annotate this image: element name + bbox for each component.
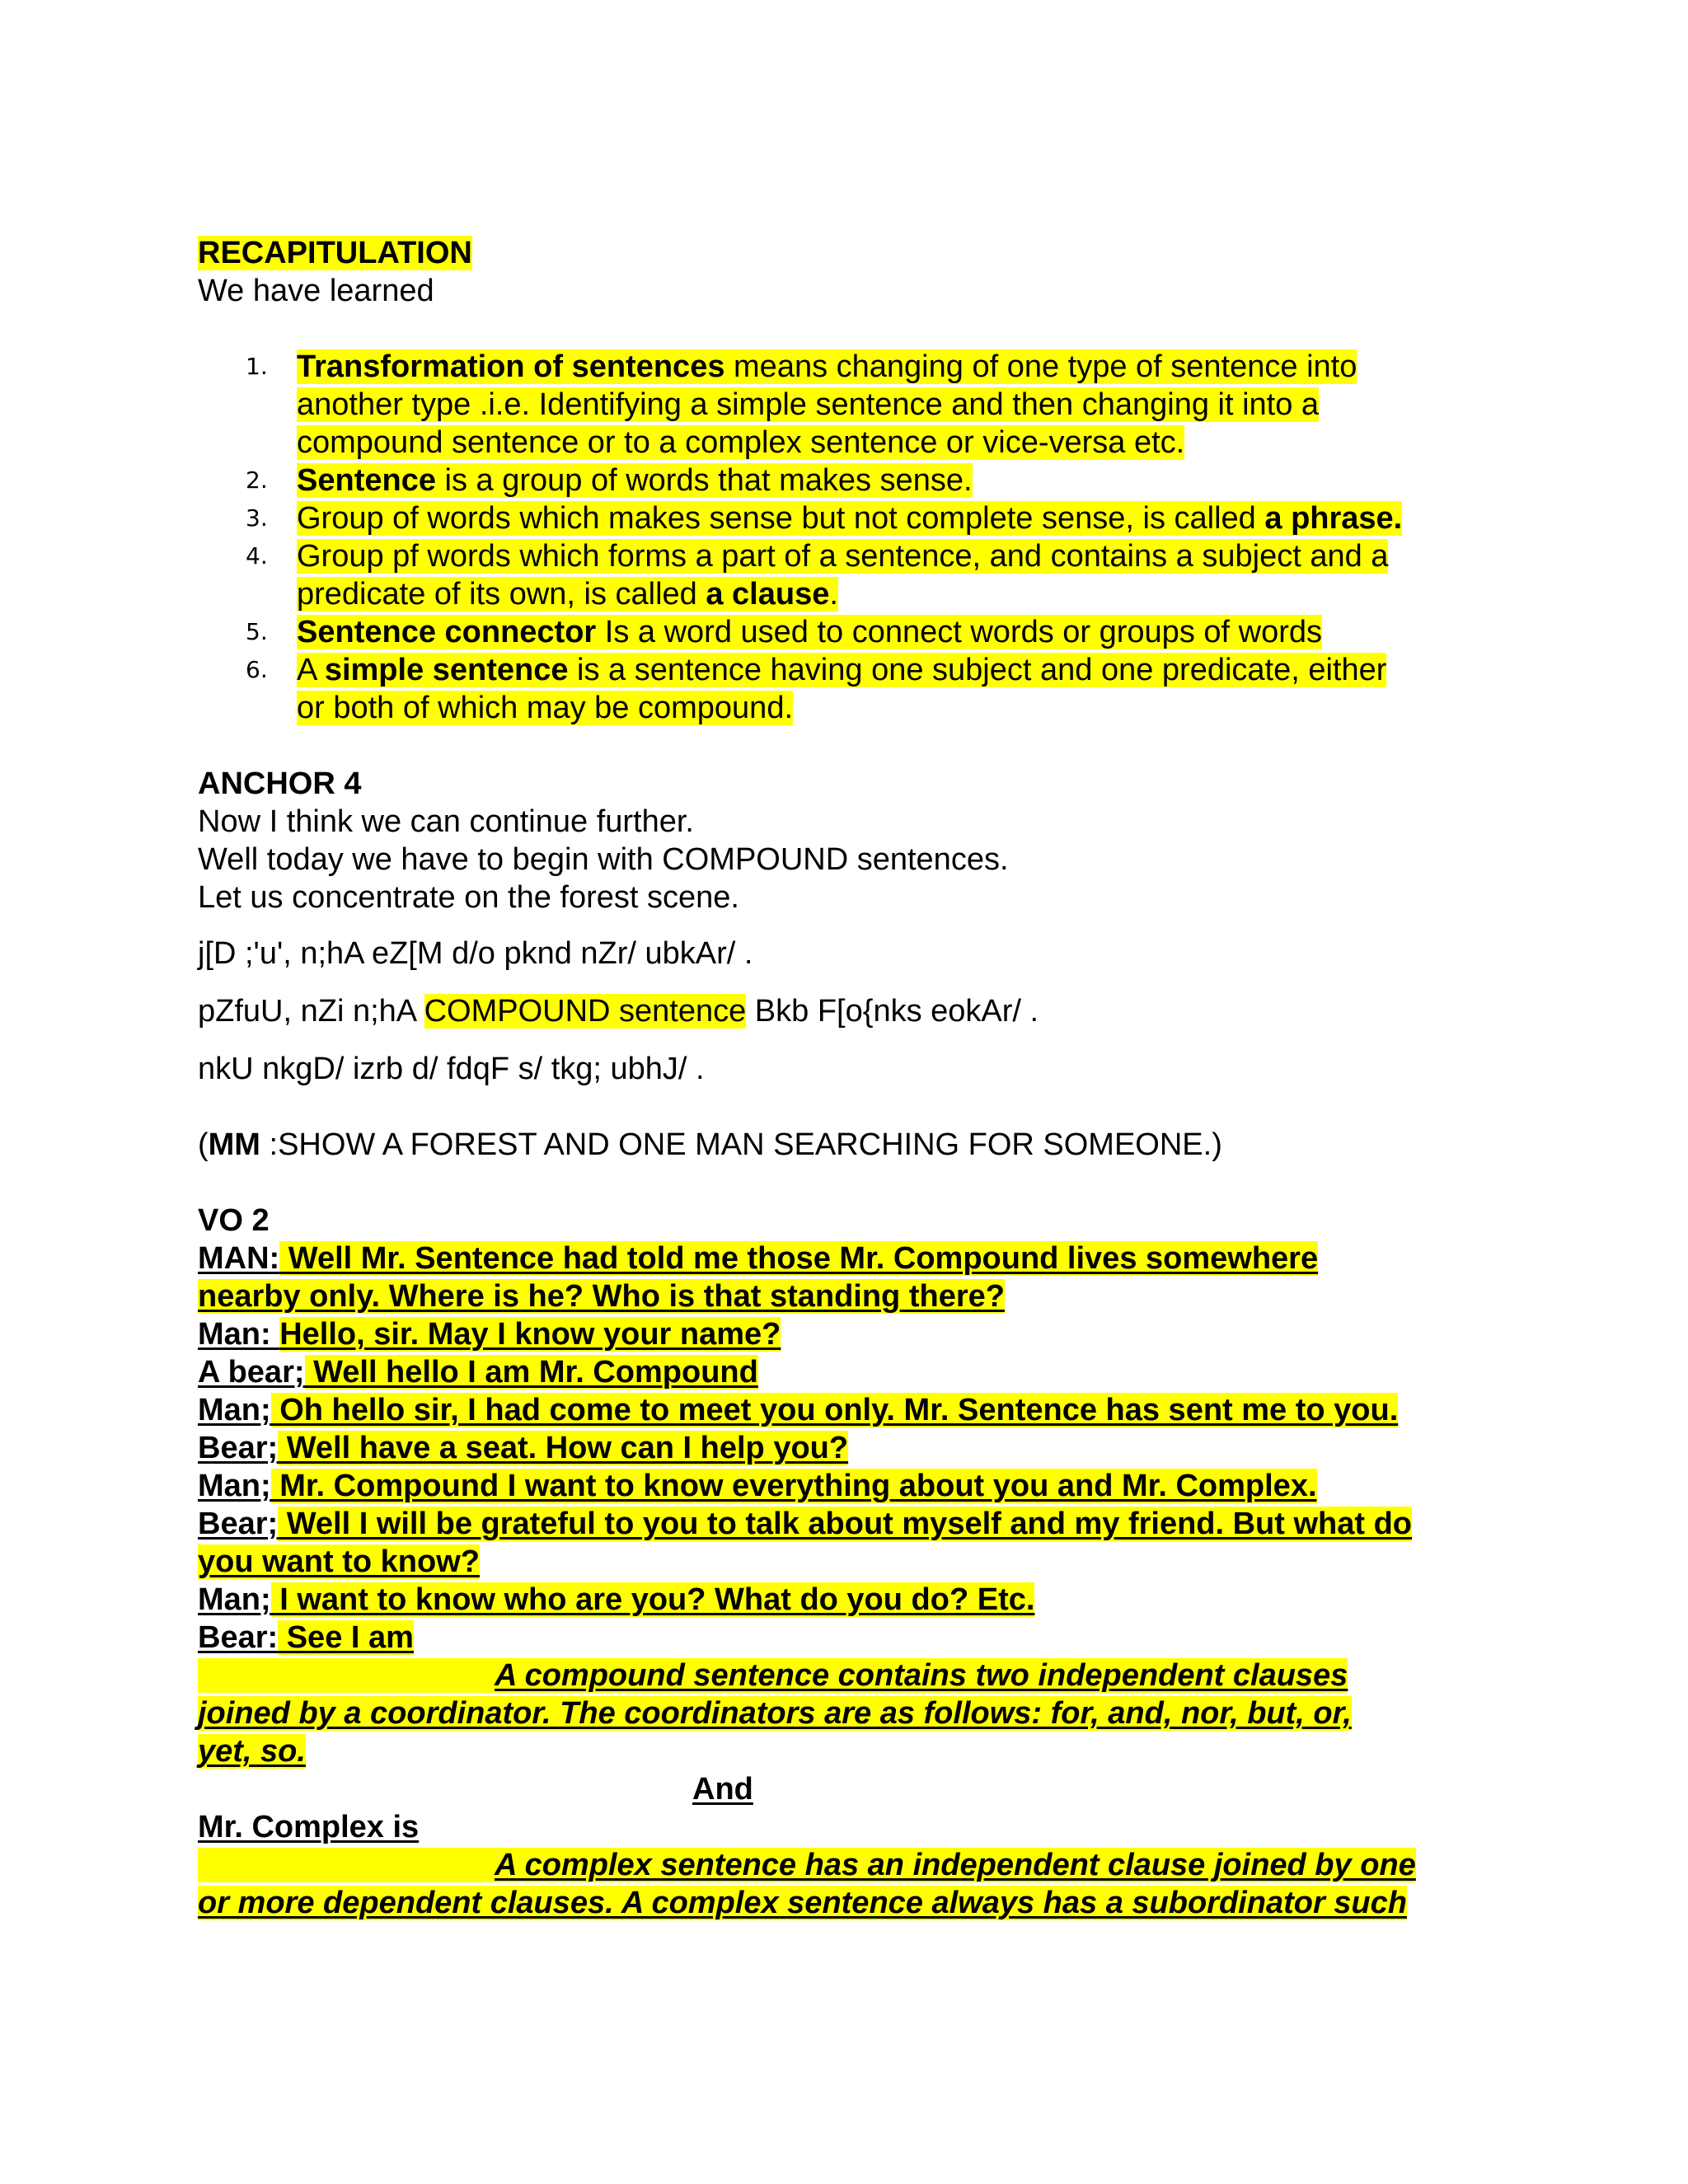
gurmukhi-line-3: nkU nkgD/ izrb d/ fdqF s/ tkg; ubhJ/ . xyxy=(198,1052,705,1086)
recap-item-2: 2. Sentence is a group of words that makes sense. xyxy=(246,463,973,498)
dialog-line: Man: Hello, sir. May I know your name? xyxy=(198,1317,781,1352)
anchor-heading: ANCHOR 4 xyxy=(198,766,362,801)
dialog-line: Man; Oh hello sir, I had come to meet you only. Mr. Sentence has sent me to you. xyxy=(198,1393,1399,1427)
dialog-line: Bear; Well I will be grateful to you to talk about myself and my friend. But what do xyxy=(198,1507,1413,1541)
recap-item-3: 3. Group of words which makes sense but not complete sense, is called a phrase. xyxy=(246,501,1403,536)
recap-item-4: 4. Group pf words which forms a part of a sentence, and contains a subject and a predicate of its own, is called a clause. xyxy=(246,539,1389,612)
gurmukhi-line-1: j[D ;'u', n;hA eZ[M d/o pknd nZr/ ubkAr/ . xyxy=(198,936,753,971)
mm-direction: (MM :SHOW A FOREST AND ONE MAN SEARCHING FOR SOMEONE.) xyxy=(198,1127,1222,1162)
dialog-line: you want to know? xyxy=(198,1544,480,1579)
compound-definition: A compound sentence contains two independent clauses xyxy=(198,1657,1500,1694)
recap-item-6: 6. A simple sentence is a sentence having one subject and one predicate, either or both of which may be compound. xyxy=(246,653,1387,725)
anchor-line-1: Now I think we can continue further. xyxy=(198,804,694,839)
recap-list xyxy=(198,348,1500,727)
document-body xyxy=(198,234,1500,1922)
dialog-line: Bear; Well have a seat. How can I help you? xyxy=(198,1431,849,1465)
dialog xyxy=(198,1240,1500,1922)
dialog-line: nearby only. Where is he? Who is that standing there? xyxy=(198,1279,1005,1314)
compound-definition: yet, so. xyxy=(198,1734,306,1769)
and-label: And xyxy=(692,1772,753,1807)
dialog-line: MAN: Well Mr. Sentence had told me those Mr. Compound lives somewhere xyxy=(198,1241,1319,1276)
recap-intro: We have learned xyxy=(198,274,434,308)
complex-definition: A complex sentence has an independent clause joined by one xyxy=(198,1846,1500,1884)
compound-definition: joined by a coordinator. The coordinators are as follows: for, and, nor, but, or, xyxy=(198,1696,1352,1731)
dialog-line: Man; I want to know who are you? What do you do? Etc. xyxy=(198,1582,1035,1617)
dialog-line: A bear; Well hello I am Mr. Compound xyxy=(198,1355,758,1390)
complex-definition: or more dependent clauses. A complex sentence always has a subordinator such xyxy=(198,1886,1407,1920)
recap-heading: RECAPITULATION xyxy=(198,236,472,270)
vo-heading: VO 2 xyxy=(198,1203,270,1238)
recap-item-1: 1. Transformation of sentences means changing of one type of sentence into another type .i.e. Identifying a simple sentence and then changing it into a compound sentence or to a complex sentence or vice-versa etc. xyxy=(246,349,1357,460)
gurmukhi-line-2: pZfuU, nZi n;hA COMPOUND sentence Bkb F[o{nks eokAr/ . xyxy=(198,994,1039,1029)
dialog-line: Man; Mr. Compound I want to know everything about you and Mr. Complex. xyxy=(198,1469,1317,1503)
complex-intro: Mr. Complex is xyxy=(198,1810,420,1844)
dialog-line: Bear: See I am xyxy=(198,1620,414,1655)
anchor-line-2: Well today we have to begin with COMPOUND sentences. xyxy=(198,842,1009,877)
recap-item-5: 5. Sentence connector Is a word used to connect words or groups of words xyxy=(246,615,1322,649)
anchor-line-3: Let us concentrate on the forest scene. xyxy=(198,880,739,915)
